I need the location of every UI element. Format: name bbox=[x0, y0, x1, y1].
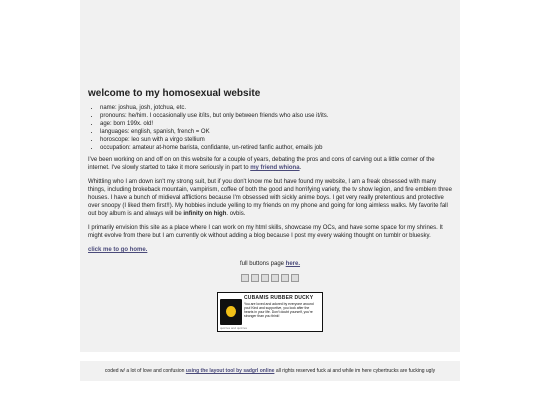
site-button-6[interactable] bbox=[291, 274, 299, 282]
site-button-2[interactable] bbox=[251, 274, 259, 282]
bio-paragraph: Whittling who I am down isn't my strong suit, but if you don't know me but have found my website, I am a freak obsessed with many things, including brokeback mountain, vampirism, coffee of both the good and horrifying variety, the tv show legion, and fire emblem three houses. I have a bunch of midieval afflictions because I'm obsessed with sickly anime boys. I get very really pretentious and protective over snoopy (I liked them first!!). My hobbies include yelling to my friends on my phone and going for long aimless walks. My favorite fall out boy album is and always will be infinity on high. ovbis. bbox=[88, 179, 452, 217]
page-title: welcome to my homosexual website bbox=[88, 88, 261, 99]
layout-tool-link[interactable]: using the layout tool by sadgrl online bbox=[185, 368, 275, 374]
go-home-link[interactable]: click me to go home. bbox=[88, 247, 148, 253]
quiz-result-badge[interactable] bbox=[217, 292, 323, 332]
about-item-name: • name: joshua, josh, jotchua, etc. bbox=[100, 104, 452, 112]
about-item-age: • age: born 199x. old! bbox=[100, 120, 452, 128]
intro-paragraph: I've been working on and off on on this website for a couple of years, debating the pros and cons of carving out a little corner of the internet. I've slowly started to take it more seriously in part to my friend whiona. bbox=[88, 157, 435, 171]
site-purpose-paragraph: I primarily envision this site as a place where I can work on my html skills, showcase my OCs, and have some space for my shrines. It might evolve from there but I am currently ok without adding a blog because I post my every waking thought on tumblr or bluesky. bbox=[88, 225, 443, 239]
badge-footer: quizzes and quizzes bbox=[220, 326, 248, 330]
site-button-4[interactable] bbox=[271, 274, 279, 282]
site-button-3[interactable] bbox=[261, 274, 269, 282]
about-item-languages: • languages: english, spanish, french = OK bbox=[100, 128, 452, 136]
buttons-page-line: full buttons page here. bbox=[239, 261, 301, 267]
site-button-1[interactable] bbox=[241, 274, 249, 282]
about-item-occupation: • occupation: amateur at-home barista, confidante, un-retired fanfic author, emails job bbox=[100, 144, 452, 152]
about-list bbox=[88, 104, 452, 152]
album-name: infinity on high bbox=[183, 211, 227, 217]
content-area bbox=[88, 88, 452, 332]
about-item-pronouns: • pronouns: he/him. I occasionally use it/its, but only between friends who also use it/its. bbox=[100, 112, 452, 120]
site-buttons-row bbox=[88, 274, 452, 286]
site-button-5[interactable] bbox=[281, 274, 289, 282]
rubber-duck-icon bbox=[220, 299, 242, 325]
footer: coded w/ a lot of love and confusion using the layout tool by sadgrl online all rights reserved fuck ai and while im here cybertrucks are fucking ugly bbox=[80, 361, 460, 381]
badge-title: CUBAMIS RUBBER DUCKY bbox=[244, 295, 314, 301]
buttons-page-link[interactable]: here. bbox=[285, 261, 301, 267]
badge-description: You are loved and adored by everyone around you! Kind and supportive, you look after the hearts in your life. Don't doubt yourself, you're stronger than you think! bbox=[244, 302, 314, 318]
friend-link[interactable]: my friend whiona bbox=[250, 165, 300, 171]
about-item-horoscope: • horoscope: leo sun with a virgo stellium bbox=[100, 136, 452, 144]
